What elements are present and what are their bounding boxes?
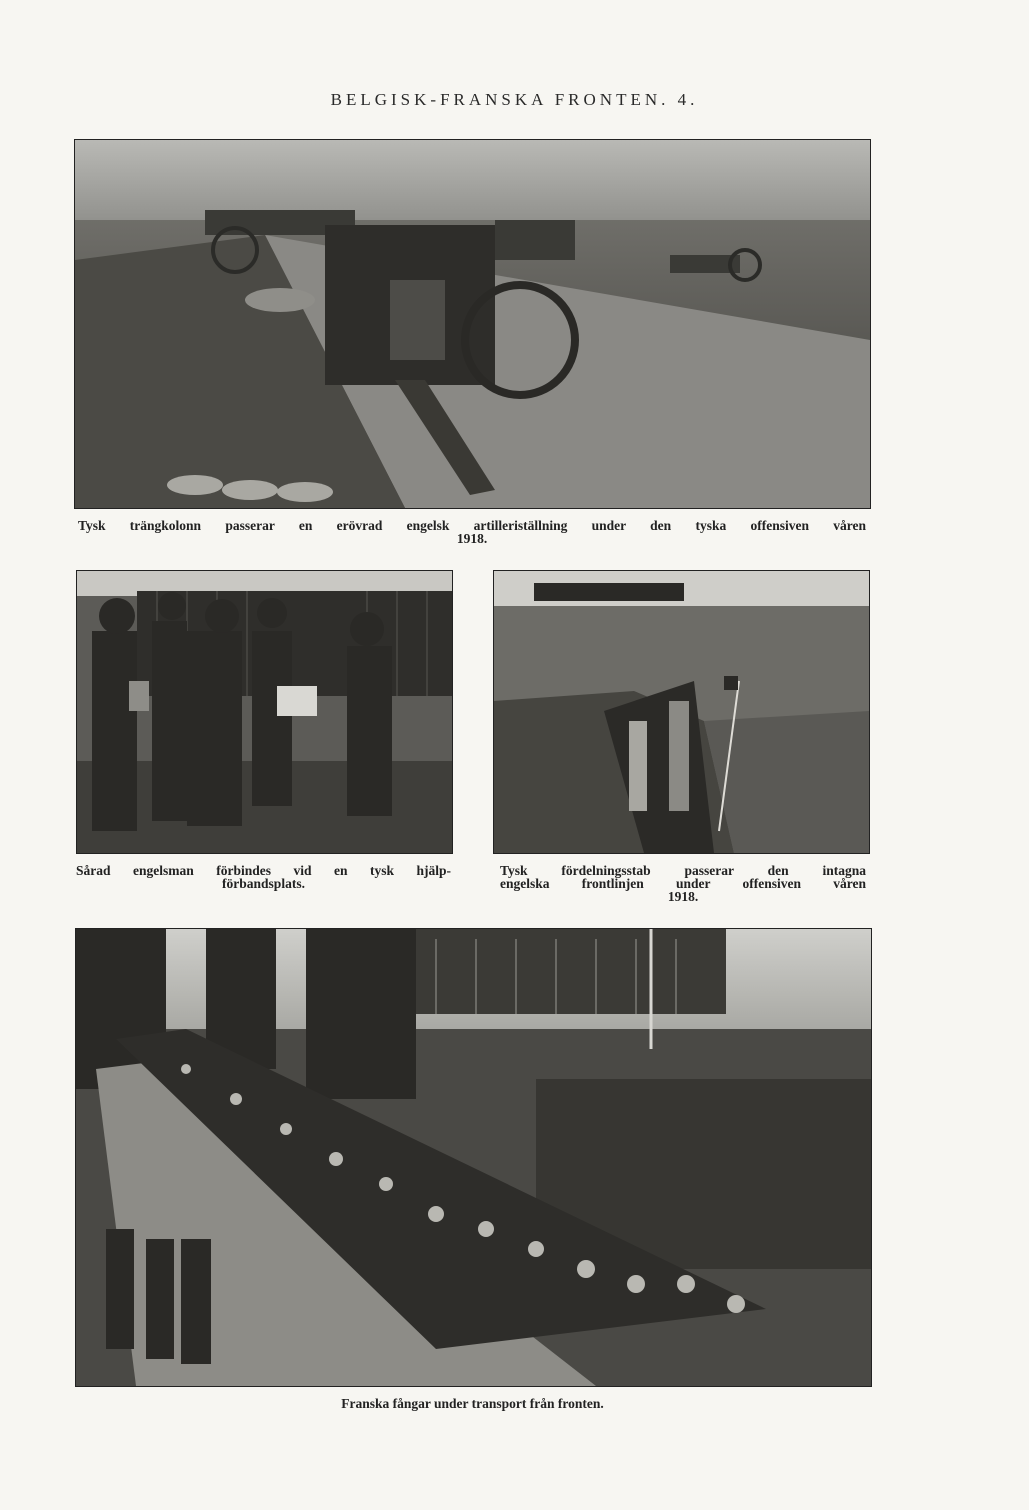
photo-artillery-position: [74, 139, 871, 509]
photo-aid-station: [76, 570, 453, 854]
caption-artillery: [78, 519, 866, 545]
page-header: BELGISK-FRANSKA FRONTEN. 4.: [330, 90, 699, 109]
caption-artillery-line1: Tysk trängkolonn passerar en erövrad engelsk artilleriställning under den tyska offensiven våren: [78, 518, 866, 533]
caption-frontline-line2: engelska frontlinjen under offensiven våren: [500, 876, 866, 891]
frontline-illustration: [494, 571, 869, 853]
aid-station-illustration: [77, 571, 452, 853]
prisoners-illustration: [76, 929, 871, 1386]
caption-aid-station-line2: förbandsplats.: [222, 876, 305, 891]
caption-prisoners: [75, 1397, 870, 1410]
caption-artillery-line2: 1918.: [456, 531, 488, 546]
caption-aid-station: [76, 864, 451, 890]
caption-frontline-line3: 1918.: [667, 889, 699, 904]
caption-frontline: [500, 864, 866, 903]
caption-frontline-line1: Tysk fördelningsstab passerar den intagna: [500, 863, 866, 878]
caption-prisoners-line1: Franska fångar under transport från fronten.: [341, 1396, 604, 1411]
photo-captured-frontline: [493, 570, 870, 854]
caption-aid-station-line1: Sårad engelsman förbindes vid en tysk hjälp-: [76, 863, 451, 878]
photo-french-prisoners: [75, 928, 872, 1387]
artillery-illustration: [75, 140, 870, 508]
